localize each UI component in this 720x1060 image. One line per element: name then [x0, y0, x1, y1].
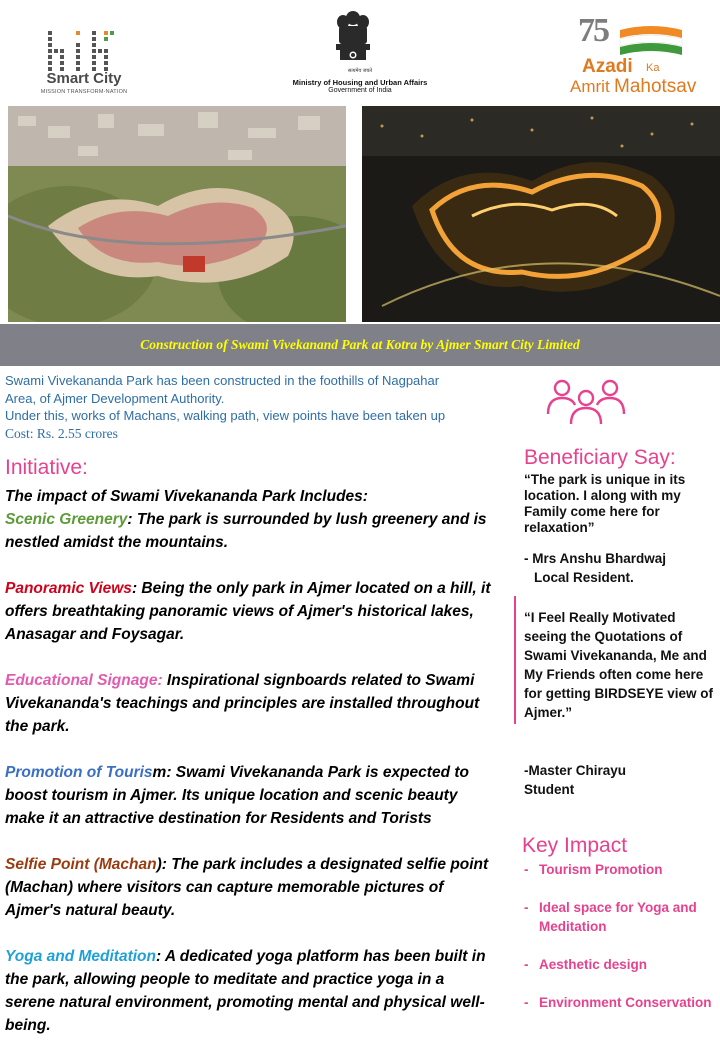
beneficiary-quote-2: “I Feel Really Motivated seeing the Quotations of Swami Vivekananda, Me and My Friends often come here for getting BIRDSEYE view of Ajmer.” — [524, 610, 714, 720]
intro-line-1: Swami Vivekananda Park has been constructed in the foothills of Nagpahar — [5, 373, 440, 388]
item-text: : Being the only park in Ajmer located on a hill, it offers breathtaking panoramic views of Ajmer's historical lakes, Anasagar and Foysagar. — [5, 580, 491, 643]
banner-title: Construction of Swami Vivekanand Park at Kotra by Ajmer Smart City Limited — [140, 337, 580, 352]
item-text: : The park is surrounded by lush greenery and is nestled amidst the mountains. — [5, 511, 487, 551]
attribution-role: Student — [524, 781, 575, 797]
initiative-intro: The impact of Swami Vivekananda Park Includes: — [5, 488, 368, 505]
azadi-ka-amrit-mahotsav-logo — [570, 12, 710, 98]
item-label: Educational Signage: — [5, 672, 163, 689]
initiative-item — [5, 945, 495, 1037]
item-label: Yoga and Meditation — [5, 948, 156, 965]
item-text: Inspirational signboards related to Swami Vivekananda's teachings and principles are installed throughout the park. — [5, 672, 480, 735]
key-impact-item: - Ideal space for Yoga and Meditation — [524, 900, 697, 934]
item-text: ): The park includes a designated selfie point (Machan) where visitors can capture memorable pictures of Ajmer's natural beauty. — [5, 856, 489, 919]
ministry-name: Ministry of Housing and Urban Affairs — [292, 78, 428, 87]
intro-line-2: Area, of Ajmer Development Authority. — [5, 390, 225, 406]
aka-ka: Ka — [646, 62, 660, 74]
key-impact-label: Tourism Promotion — [539, 862, 663, 877]
aka-amrit: Amrit — [570, 77, 610, 96]
initiative-item — [5, 508, 495, 554]
item-text: m: Swami Vivekananda Park is expected to boost tourism in Ajmer. Its unique location and scenic beauty make it an attractive destination for Residents and Torists — [5, 764, 469, 827]
initiative-item — [5, 761, 495, 830]
attribution-name: -Master Chirayu — [524, 763, 627, 778]
initiative-content — [5, 485, 495, 1060]
key-impact-label: Environment Conservation — [539, 995, 712, 1010]
smart-city-title: Smart City — [46, 70, 122, 87]
initiative-heading: Initiative: — [5, 456, 88, 479]
park-aerial-day-photo — [8, 106, 346, 322]
beneficiary-attribution-2 — [524, 762, 716, 799]
government-name: Government of India — [328, 87, 392, 94]
item-label: Selfie Point (Machan — [5, 856, 157, 873]
smart-city-tagline: MISSION TRANSFORM-NATION — [40, 89, 128, 95]
beneficiary-quote-1: “The park is unique in its location. I along with my Family come here for relaxation” — [524, 472, 686, 535]
national-emblem-icon — [330, 8, 376, 68]
attribution-name: - Mrs Anshu Bhardwaj — [524, 551, 667, 566]
key-impact-item: - Aesthetic design — [524, 957, 648, 972]
key-impact-label: Aesthetic design — [539, 957, 648, 972]
item-text: : A dedicated yoga platform has been built in the park, allowing people to meditate and practice yoga in a serene natural environment, promoting mental and physical well-being. — [5, 948, 486, 1034]
park-aerial-night-photo — [362, 106, 720, 322]
attribution-role: Local Resident. — [534, 569, 634, 585]
aka-mahotsav: Mahotsav — [614, 76, 697, 97]
emblem-motto: सत्यमेव जयते — [347, 68, 373, 74]
project-intro — [5, 372, 535, 442]
project-cost: Cost: Rs. 2.55 crores — [5, 425, 118, 441]
item-label: Panoramic Views — [5, 580, 132, 597]
key-impact-item: - Environment Conservation — [524, 995, 712, 1010]
item-label: Promotion of Touris — [5, 764, 153, 781]
people-group-icon — [544, 378, 628, 426]
key-impact-list — [524, 860, 720, 1031]
intro-line-3: Under this, works of Machans, walking path, view points have been taken up — [5, 408, 446, 423]
initiative-item — [5, 853, 495, 922]
key-impact-item: - Tourism Promotion — [524, 862, 663, 877]
initiative-item — [5, 577, 495, 646]
beneficiary-attribution-1 — [524, 550, 720, 587]
aka-75: 75 — [578, 12, 608, 49]
page-header — [0, 0, 720, 102]
key-impact-label: Ideal space for Yoga and Meditation — [539, 900, 697, 934]
initiative-item — [5, 669, 495, 738]
title-banner — [0, 324, 720, 366]
key-impact-heading: Key Impact — [522, 834, 628, 857]
beneficiary-heading: Beneficiary Say: — [524, 446, 676, 469]
divider-line — [514, 596, 516, 724]
item-label: Scenic Greenery — [5, 511, 128, 528]
aka-azadi: Azadi — [582, 56, 633, 77]
tricolor-flag-icon — [616, 24, 686, 60]
